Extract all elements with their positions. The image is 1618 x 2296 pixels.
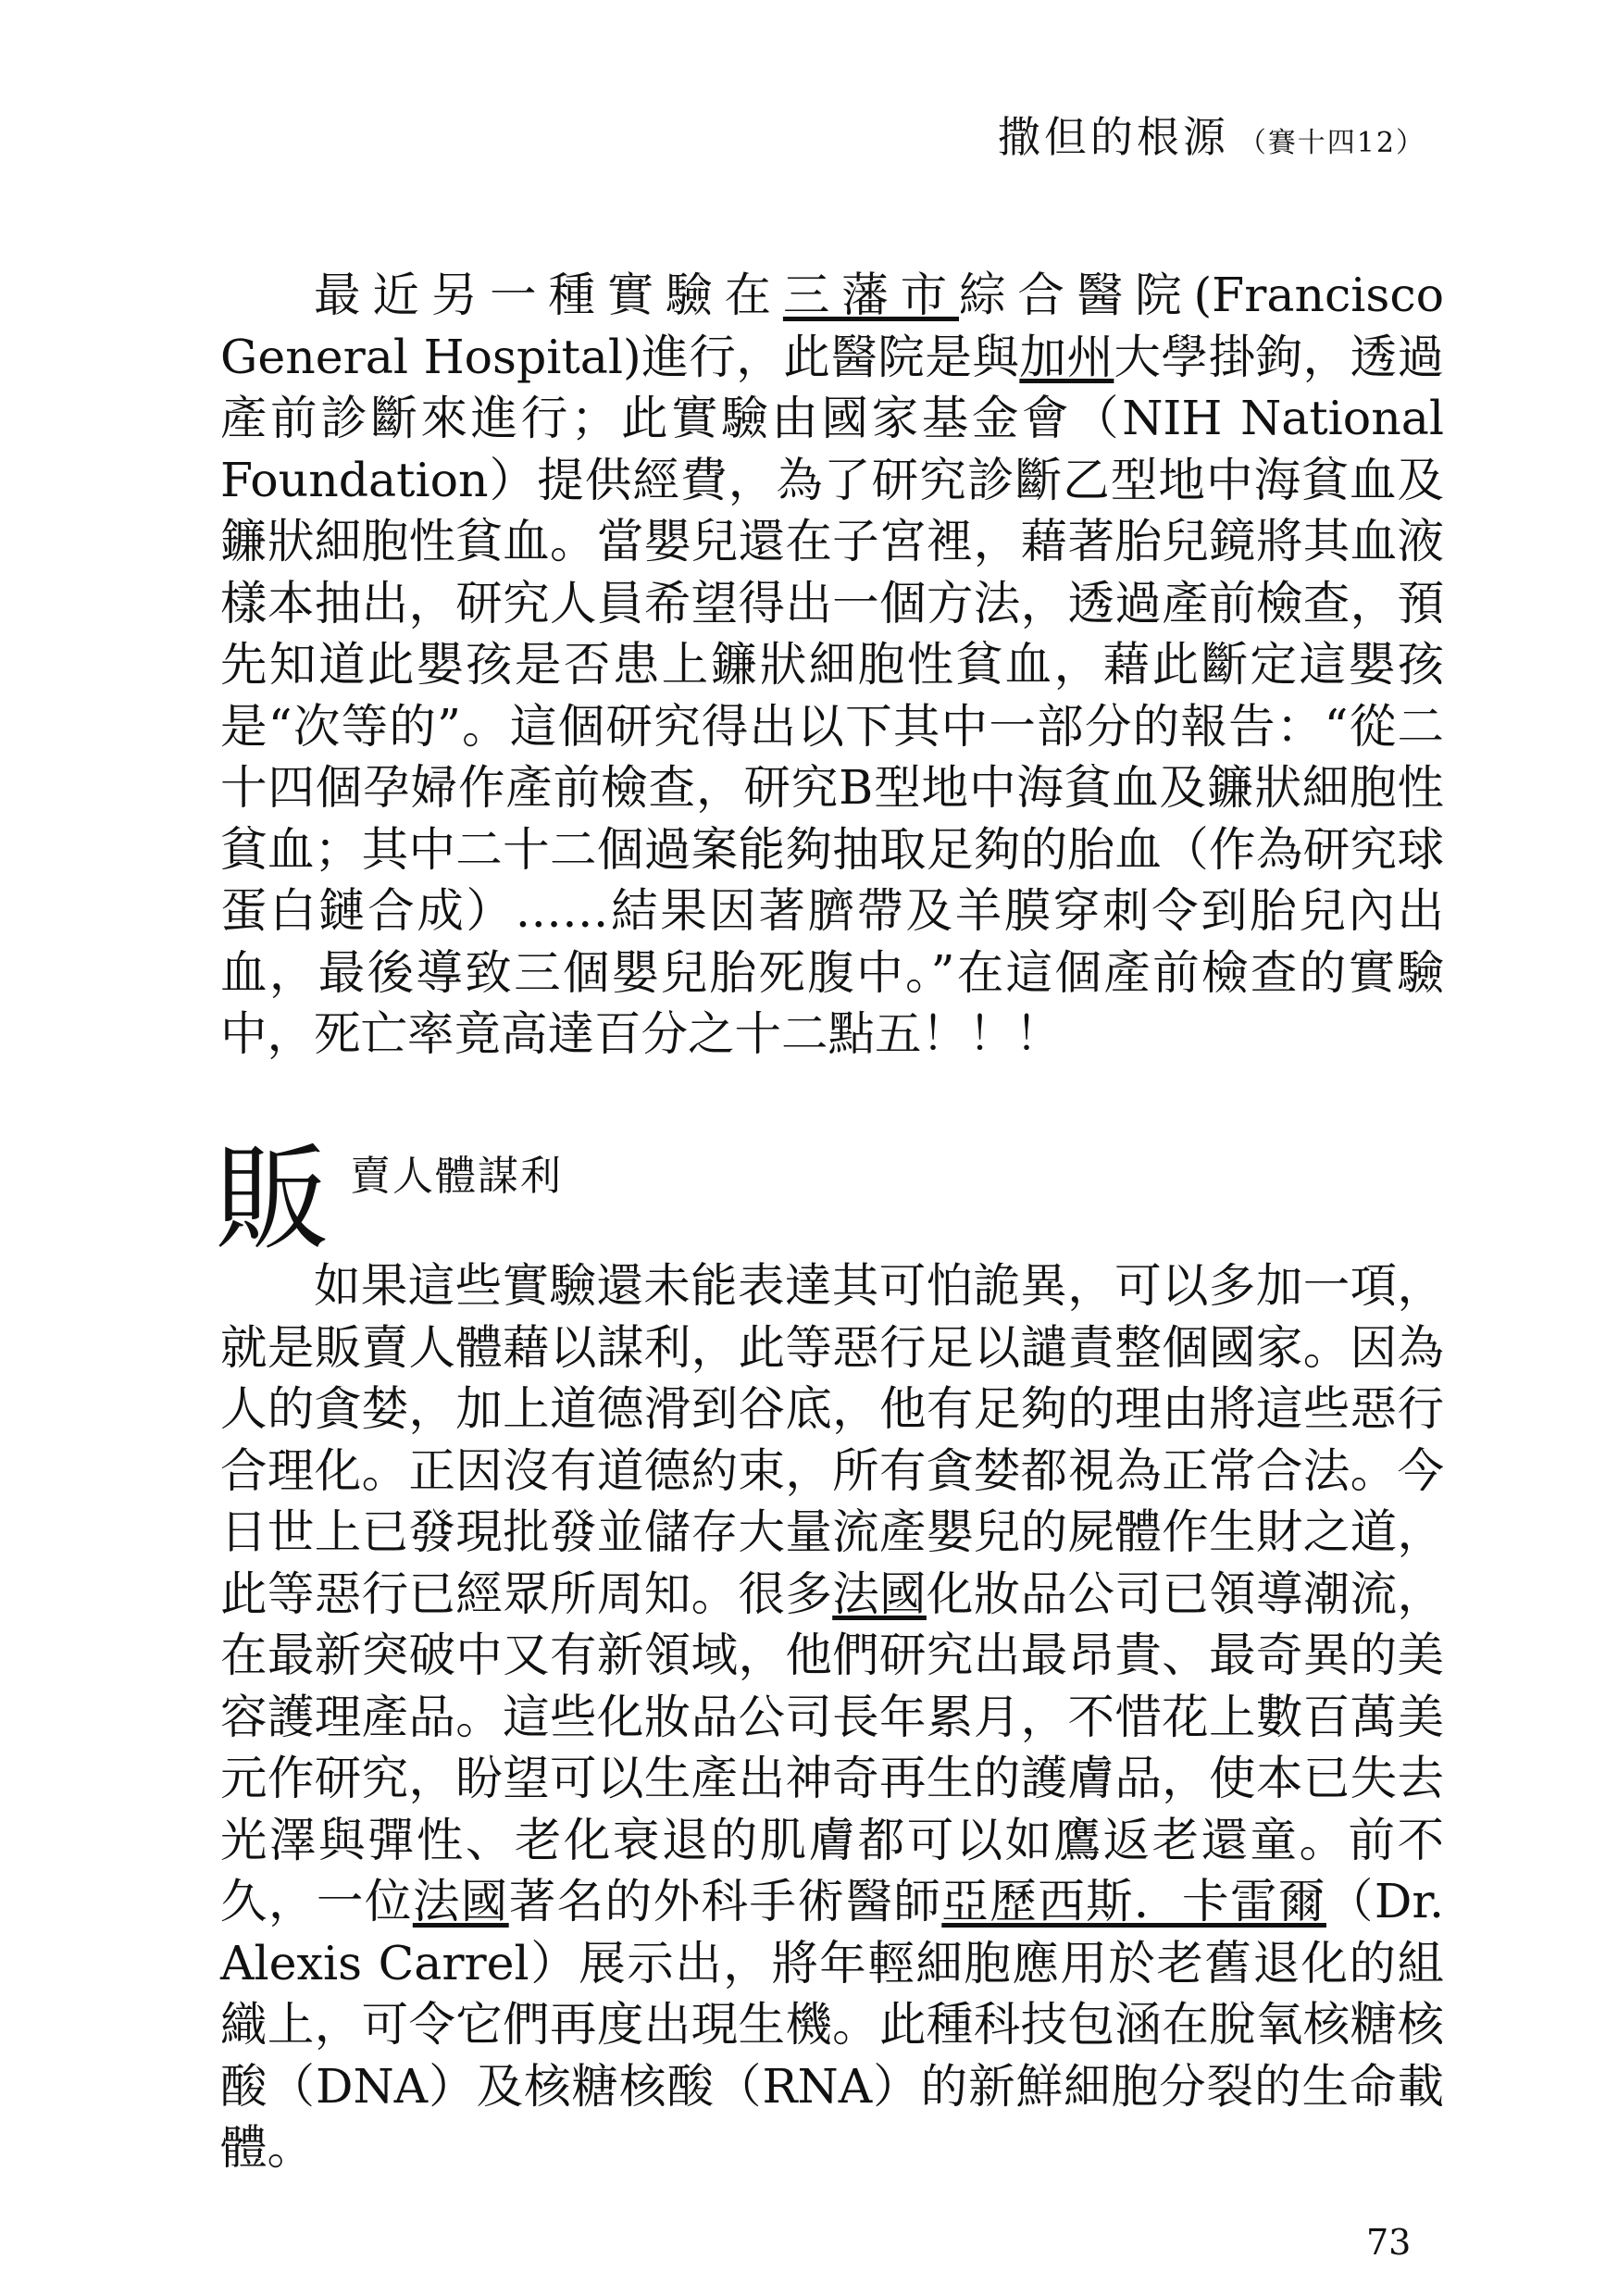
person-name-alexis-carrel: 亞歷西斯．卡雷爾 [941,1874,1326,1928]
place-name-france: 法國 [832,1566,927,1621]
text-run: 大學掛鉤，透過產前診斷來進行；此實驗由國家基金會（NIH National Foundation）提供經費，為了研究診斷乙型地中海貧血及鐮狀細胞性貧血。當嬰兒還在子宮裡，藉著胎兒鏡將其血液樣本抽出，研究人員希望得出一個方法，透過產前檢查，預先知道此嬰孩是否患上鐮狀細胞性貧血，藉此斷定這嬰孩是“次等的”。這個研究得出以下其中一部分的報告：“從二十四個孕婦作產前檢查，研究B型地中海貧血及鐮狀細胞性貧血；其中二十二個過案能夠抽取足夠的胎血（作為研究球蛋白鏈合成）……結果因著臍帶及羊膜穿刺令到胎兒內出血，最後導致三個嬰兒胎死腹中。”在這個產前檢查的實驗中，死亡率竟高達百分之十二點五！！！ [220,329,1445,1061]
place-name-california: 加州 [1019,329,1114,384]
text-run: 最近另一種實驗在 [314,268,783,322]
place-name-san-francisco: 三藩市 [782,268,959,322]
text-run: 化妝品公司已領導潮流，在最新突破中又有新領域，他們研究出最昂貴、最奇異的美容護理產品。這些化妝品公司長年累月，不惜花上數百萬美元作研究，盼望可以生產出神奇再生的護膚品，使本已失去光澤與彈性、老化衰退的肌膚都可以如鷹返老還童。前不久，一位 [220,1566,1445,1928]
text-run: （Dr. Alexis Carrel）展示出，將年輕細胞應用於老舊退化的組織上，可令它們再度出現生機。此種科技包涵在脫氧核糖核酸（DNA）及核糖核酸（RNA）的新鮮細胞分裂的生命載體。 [220,1874,1445,2175]
section-drop-character: 販 [215,1133,330,1267]
text-run: 如果這些實驗還未能表達其可怕詭異，可以多加一項，就是販賣人體藉以謀利，此等惡行足以譴責整個國家。因為人的貪婪，加上道德滑到谷底，他有足夠的理由將這些惡行合理化。正因沒有道德約束，所有貪婪都視為正常合法。今日世上已發現批發並儲存大量流產嬰兒的屍體作生財之道，此等惡行已經眾所周知。很多 [220,1258,1444,1621]
text-run: 綜合醫院(Francisco General Hospital)進行，此醫院是與 [220,268,1444,384]
header-title: 撒但的根源 [997,112,1229,162]
header-scripture-ref: （賽十四12） [1238,127,1425,159]
page-number: 73 [1366,2222,1412,2263]
section-subtitle: 賣人體謀利 [350,1153,563,1200]
paragraph-selling-bodies [220,1255,1444,2179]
text-run: 著名的外科手術醫師 [508,1874,942,1928]
place-name-france: 法國 [412,1874,509,1928]
running-header [998,104,1425,165]
paragraph-experiment [220,265,1444,1066]
